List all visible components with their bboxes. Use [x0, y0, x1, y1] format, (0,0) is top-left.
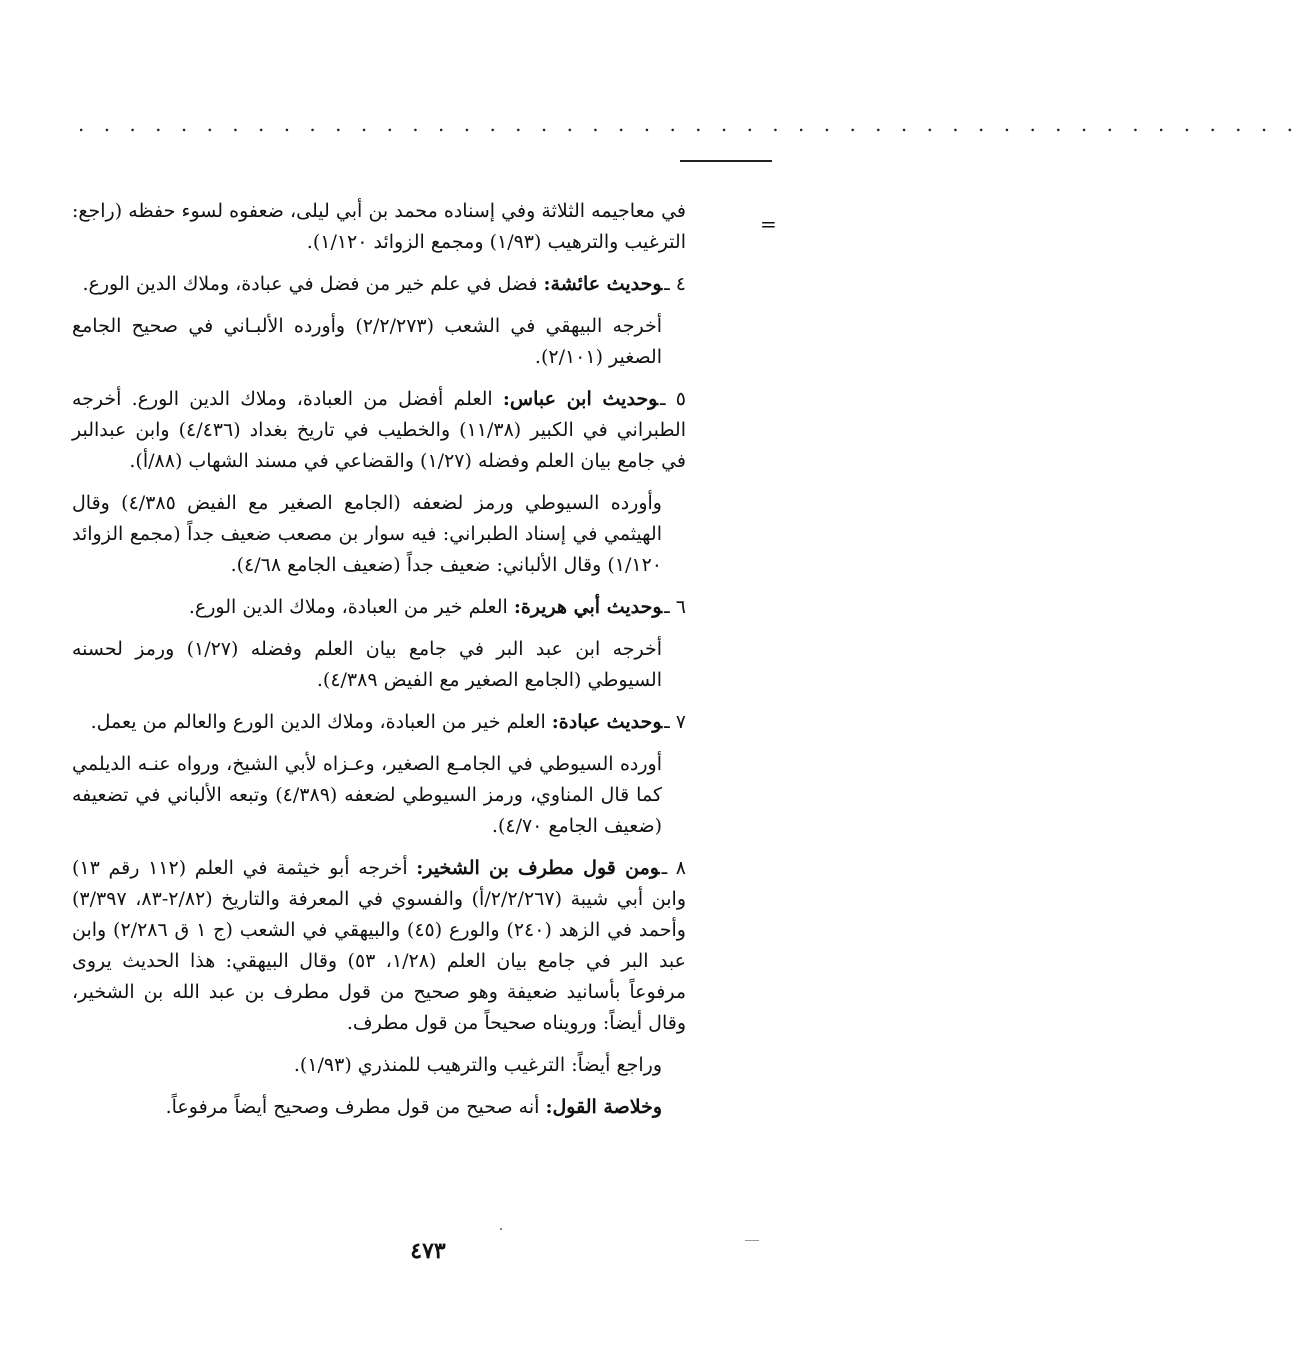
item-label: وحديث عبادة: — [551, 711, 663, 733]
item-number: ٥ ـ — [660, 388, 686, 410]
item-text: أنه صحيح من قول مطرف وصحيح أيضاً مرفوعاً. — [165, 1096, 546, 1118]
item-text: وأورده السيوطي ورمز لضعفه (الجامع الصغير مع الفيض ٤/٣٨٥) وقال الهيثمي في إسناد الطبراني: فيه سوار بن مصعب ضعيف جداً (مجمع الزوائد ١/١٢٠) وقال الألباني: ضعيف جداً (ضعيف الجامع ٤/٦٨). — [72, 492, 662, 576]
paragraph — [72, 1092, 662, 1123]
separator-dots: . . . . . . . . . . . . . . . . . . . . . . . . . . . . . . . . . . . . . . . . . . . . . . . . — [78, 112, 1299, 136]
item-text: فضل في علم خير من فضل في عبادة، وملاك الدين الورع. — [82, 273, 544, 295]
item-text: أورده السيوطي في الجامـع الصغير، وعـزاه لأبي الشيخ، ورواه عنـه الديلمي كما قال المناوي، ورمز السيوطي لضعفه (٤/٣٨٩) وتبعه الألباني في تضعيفه (ضعيف الجامع ٤/٧٠). — [72, 753, 662, 837]
paragraph — [72, 634, 662, 696]
page-number: ٤٧٣ — [410, 1238, 446, 1264]
item-label: وحديث ابن عباس: — [502, 388, 658, 410]
numbered-item — [72, 853, 686, 1039]
item-label: وخلاصة القول: — [545, 1096, 662, 1118]
item-text: في معاجيمه الثلاثة وفي إسناده محمد بن أبي ليلى، ضعفوه لسوء حفظه (راجع: الترغيب والترهيب (١/٩٣) ومجمع الزوائد ١/١٢٠). — [72, 200, 686, 253]
numbered-item — [72, 592, 686, 623]
item-text: العلم خير من العبادة، وملاك الدين الورع. — [188, 596, 514, 618]
corner-mark — [745, 1240, 759, 1241]
item-label: وحديث عائشة: — [543, 273, 663, 295]
footnote-rule — [680, 160, 772, 162]
paragraph — [72, 749, 662, 842]
item-label: وحديث أبي هريرة: — [513, 596, 663, 618]
footnote-marker: = — [760, 212, 777, 236]
footnote-text — [72, 196, 686, 1134]
item-text: أخرجه ابن عبد البر في جامع بيان العلم وفضله (١/٢٧) ورمز لحسنه السيوطي (الجامع الصغير مع الفيض ٤/٣٨٩). — [72, 638, 663, 691]
item-text: العلم أفضل من العبادة، وملاك الدين الورع. أخرجه الطبراني في الكبير (١١/٣٨) والخطيب في تاريخ بغداد (٤/٤٣٦) وابن عبدالبر في جامع بيان العلم وفضله (١/٢٧) والقضاعي في مسند الشهاب (٨٨/أ). — [72, 388, 686, 472]
numbered-item — [72, 384, 686, 477]
paragraph — [72, 1050, 662, 1081]
item-number: ٨ ـ — [661, 857, 687, 879]
item-label: ومن قول مطرف بن الشخير: — [416, 857, 660, 879]
item-text: أخرجه البيهقي في الشعب (٢/٢/٢٧٣) وأورده الألبـاني في صحيح الجامع الصغير (٢/١٠١). — [72, 315, 662, 368]
item-text: أخرجه أبو خيثمة في العلم (١١٢ رقم ١٣) وابن أبي شيبة (٢/٢/٢٦٧/أ) والفسوي في المعرفة والتاريخ (٢/٨٢-٨٣، ٣/٣٩٧) وأحمد في الزهد (٢٤٠) والورع (٤٥) والبيهقي في الشعب (ج ١ ق ٢/٢٨٦) وابن عبد البر في جامع بيان العلم (١/٢٨، ٥٣) وقال البيهقي: هذا الحديث يروى مرفوعاً بأسانيد ضعيفة وهو صحيح من قول مطرف بن عبد الله بن الشخير، وقال أيضاً: ورويناه صحيحاً من قول مطرف. — [72, 857, 687, 1034]
item-number: ٧ ـ — [664, 711, 686, 733]
item-text: العلم خير من العبادة، وملاك الدين الورع والعالم من يعمل. — [90, 711, 552, 733]
item-number: ٤ ـ — [664, 273, 686, 295]
item-text: وراجع أيضاً: الترغيب والترهيب للمنذري (١/٩٣). — [293, 1054, 662, 1076]
paragraph — [72, 311, 662, 373]
numbered-item — [72, 707, 686, 738]
paragraph — [72, 196, 686, 258]
numbered-item — [72, 269, 686, 300]
item-number: ٦ ـ — [664, 596, 686, 618]
paragraph — [72, 488, 662, 581]
ink-speck — [500, 1228, 502, 1230]
